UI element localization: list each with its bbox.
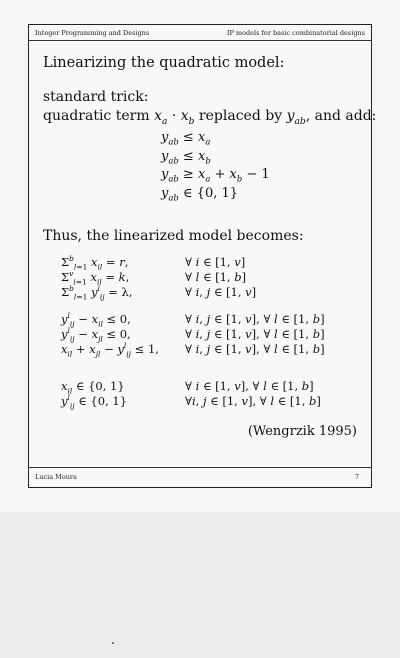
constraint-3: $y_{ab} \ge x_a + x_b - 1$ [161,167,270,184]
intro-line-1: standard trick: [43,89,149,105]
slide-title: Linearizing the quadratic model: [43,55,285,71]
header-left: Integer Programming and Designs [35,29,150,37]
constraint-4: $y_{ab}$ ∈ {0, 1} [161,185,239,203]
header-rule [29,40,371,41]
model-group-1 [61,254,256,299]
model-row: $y^l_{ij} - x_{il} \le 0$, ∀ i, j ∈ [1, v], ∀ l ∈ [1, b] [61,310,325,328]
footer-author: Lucia Moura [35,473,77,481]
page-number: 7 [354,473,359,481]
model-row: $y^l_{ij}$ ∈ {0, 1} ∀i, j ∈ [1, v], ∀ l ∈ [1, b] [61,392,321,410]
linearization-constraints [161,129,270,203]
slide-frame [28,24,377,488]
slide-header [35,29,365,37]
model-row: $x_{il} + x_{jl} - y^l_{ij} \le 1$, ∀ i, j ∈ [1, v], ∀ l ∈ [1, b] [61,340,325,358]
thus-text: Thus, the linearized model becomes: [43,228,304,244]
scan-speck [112,642,114,644]
constraint-1: $y_{ab} \le x_a$ [161,130,211,147]
citation: (Wengrzik 1995) [247,424,357,439]
intro-text [43,88,376,126]
slide-footer [35,473,359,481]
footer-rule [29,467,371,468]
model-row: $x_{il}$ ∈ {0, 1} ∀ i ∈ [1, v], ∀ l ∈ [1, b] [61,378,314,395]
model-row: $\Sigma^b_{l=1}$ $x_{il} = r$, ∀ i ∈ [1, v] [61,253,246,271]
model-group-2 [61,311,325,356]
model-group-3 [61,378,321,408]
constraint-2: $y_{ab} \le x_b$ [161,148,211,166]
model-row: $y^l_{ij} - x_{jl} \le 0$, ∀ i, j ∈ [1, v], ∀ l ∈ [1, b] [61,325,325,343]
header-right: IP models for basic combinatorial designs [226,29,365,37]
model-row: $\Sigma^b_{l=1}$ $y^l_{ij} = \lambda$, ∀ i, j ∈ [1, v] [61,283,257,301]
model-row: $\Sigma^v_{i=1}$ $x_{il} = k$, ∀ l ∈ [1, b] [61,268,247,286]
intro-line-2: quadratic term $x_a \cdot x_b$ replaced by $y_{ab}$, and add: [43,108,377,127]
